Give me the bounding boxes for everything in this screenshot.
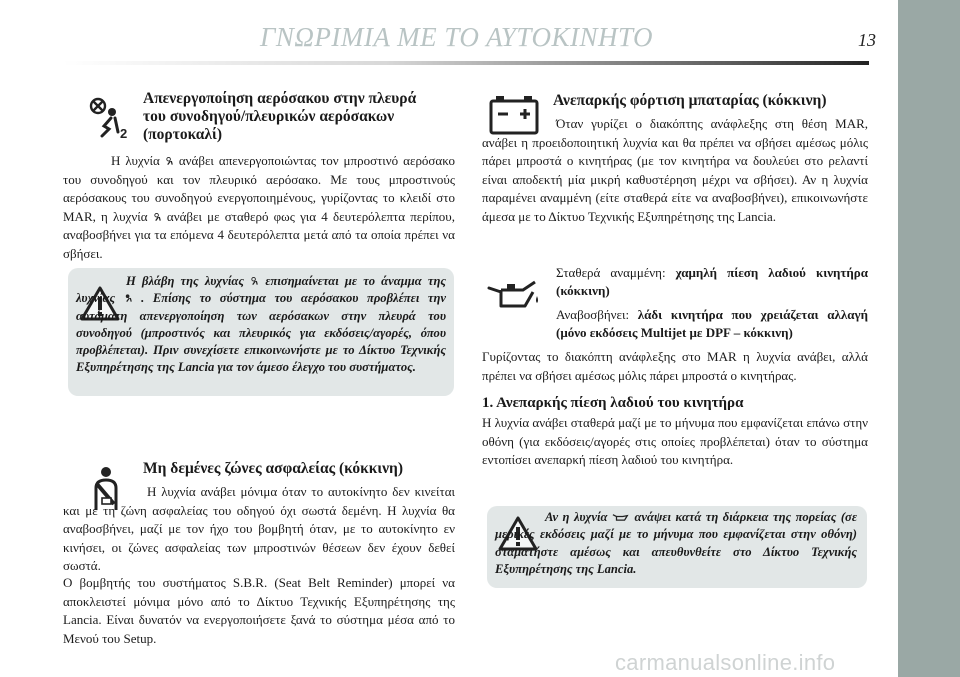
airbag-off-icon: [82, 92, 130, 140]
airbag-off-inline-icon: [165, 156, 174, 166]
airbag-off-inline-icon: [153, 212, 162, 222]
airbag-off-inline-icon: [250, 276, 259, 286]
svg-text:2: 2: [120, 126, 128, 140]
oil-can-inline-icon: [612, 512, 630, 521]
oil-can-icon: [487, 278, 541, 312]
airbag-warning-inline-icon: [124, 293, 133, 303]
page-number: 13: [858, 30, 876, 50]
oil-steady-label: Σταθερά αναμμένη: χαμηλή πίεση λαδιού κινητήρα (κόκκινη): [556, 265, 868, 298]
header-rule: [63, 61, 869, 65]
oil-blink-label: Αναβοσβήνει: λάδι κινητήρα που χρειάζεται αλλαγή (μόνο εκδόσεις Multijet με DPF – κόκκινη): [556, 307, 868, 340]
seatbelt-heading: Μη δεμένες ζώνες ασφαλείας (κόκκινη): [143, 460, 403, 477]
airbag-body: Η λυχνία ανάβει απενεργοποιώντας τον μπροστινό αερόσακο του συνοδηγού και τον πλευρικό αερόσακο. Με τους μπροστινούς αερόσακους του συνοδηγού ενεργοποιημένους, γυρίζοντας το κλειδί στο MAR, η λυχνία ανάβει με σταθερό φως για 4 δευτερόλεπτα περίπου, αναβοσβήνει για τα επόμενα 4 δευτερόλεπτα μετά από τα οποία πρέπει να σβήσει.: [63, 153, 456, 261]
seatbelt-body: Η λυχνία ανάβει μόνιμα όταν το αυτοκίνητο δεν κινείται και με τη ζώνη ασφαλείας του οδηγού όχι σωστά δεμένη. Η λυχνία θα αναβοσβήνει, μαζί με τον ήχο του βομβητή όταν, με το αυτοκίνητο εν κινήσει, οι ζώνες ασφαλείας των μπροστινών θέσεων δεν έχουν δεθεί σωστά.: [63, 484, 455, 573]
oil-sub-body: Η λυχνία ανάβει σταθερά μαζί με το μήνυμα που εμφανίζεται επάνω στην οθόνη (για εκδόσεις/αγορές στις οποίες προβλέπεται) όταν το σύστημα εντοπίσει ανεπαρκή πίεση λαδιού του κινητήρα.: [482, 415, 868, 467]
oil-sub-heading: 1. Ανεπαρκής πίεση λαδιού του κινητήρα: [482, 395, 744, 411]
side-tab: [898, 0, 960, 677]
page-header-title: ΓΝΩΡΙΜΙΑ ΜΕ ΤΟ ΑΥΤΟΚΙΝΗΤΟ: [260, 22, 653, 52]
oil-body: Γυρίζοντας το διακόπτη ανάφλεξης στο MAR η λυχνία ανάβει, αλλά πρέπει να σβήσει αμέσως μόλις πάρει μπροστά ο κινητήρας.: [482, 349, 868, 383]
airbag-heading: Απενεργοποίηση αερόσακου στην πλευρά του συνοδηγού/πλευρικών αερόσακων (πορτοκαλί): [143, 90, 417, 143]
oil-warning-text: Αν η λυχνία ανάψει κατά τη διάρκεια της πορείας (σε μερικές εκδόσεις μαζί με το μήνυμα που εμφανίζεται στην οθόνη) σταματήστε αμέσως και απευθυνθείτε στο Δίκτυο Τεχνικής Εξυπηρέτησης της Lancia.: [495, 510, 857, 576]
watermark: carmanualsonline.info: [615, 650, 836, 675]
battery-heading: Ανεπαρκής φόρτιση μπαταρίας (κόκκινη): [553, 92, 827, 109]
battery-body: Όταν γυρίζει ο διακόπτης ανάφλεξης στη θέση MAR, ανάβει η προειδοποιητική λυχνία και θα πρέπει να σβήσει αμέσως μόλις πάρει μπροστά ο κινητήρας (με τον κινητήρα να δουλεύει στο ρελαντί είναι αποδεκτή μία μικρή καθυστέρηση μέχρι να σβήσει). Αν η λυχνία παραμένει αναμμένη (είτε σταθερά είτε να αναβοσβήνει), επικοινωνήστε άμεσα με το Δίκτυο Τεχνικής Εξυπηρέτησης της Lancia.: [482, 116, 868, 224]
seatbelt-body-2: Ο βομβητής του συστήματος S.B.R. (Seat Belt Reminder) μπορεί να αποκλειστεί μόνιμα μόνο από το Δίκτυο Τεχνικής Εξυπηρέτησης της Lancia. Είναι δυνατόν να ενεργοποιήσετε ξανά το σύστημα μέσα από το Μενού του Setup.: [63, 575, 455, 646]
airbag-warning-text: Η βλάβη της λυχνίας επισημαίνεται με το άναμμα της λυχνίας . Επίσης το σύστημα του αερόσακου προβλέπει την αυτόματη απενεργοποίηση των αερόσακων στην πλευρά του συνοδηγού (μπροστινός και πλευρικός για εκδόσεις/αγορές, όπου προβλέπεται). Πριν συνεχίσετε επικοινωνήστε με το Δίκτυο Τεχνικής Εξυπηρέτησης της Lancia για τον άμεσο έλεγχο του συστήματος.: [76, 274, 446, 375]
